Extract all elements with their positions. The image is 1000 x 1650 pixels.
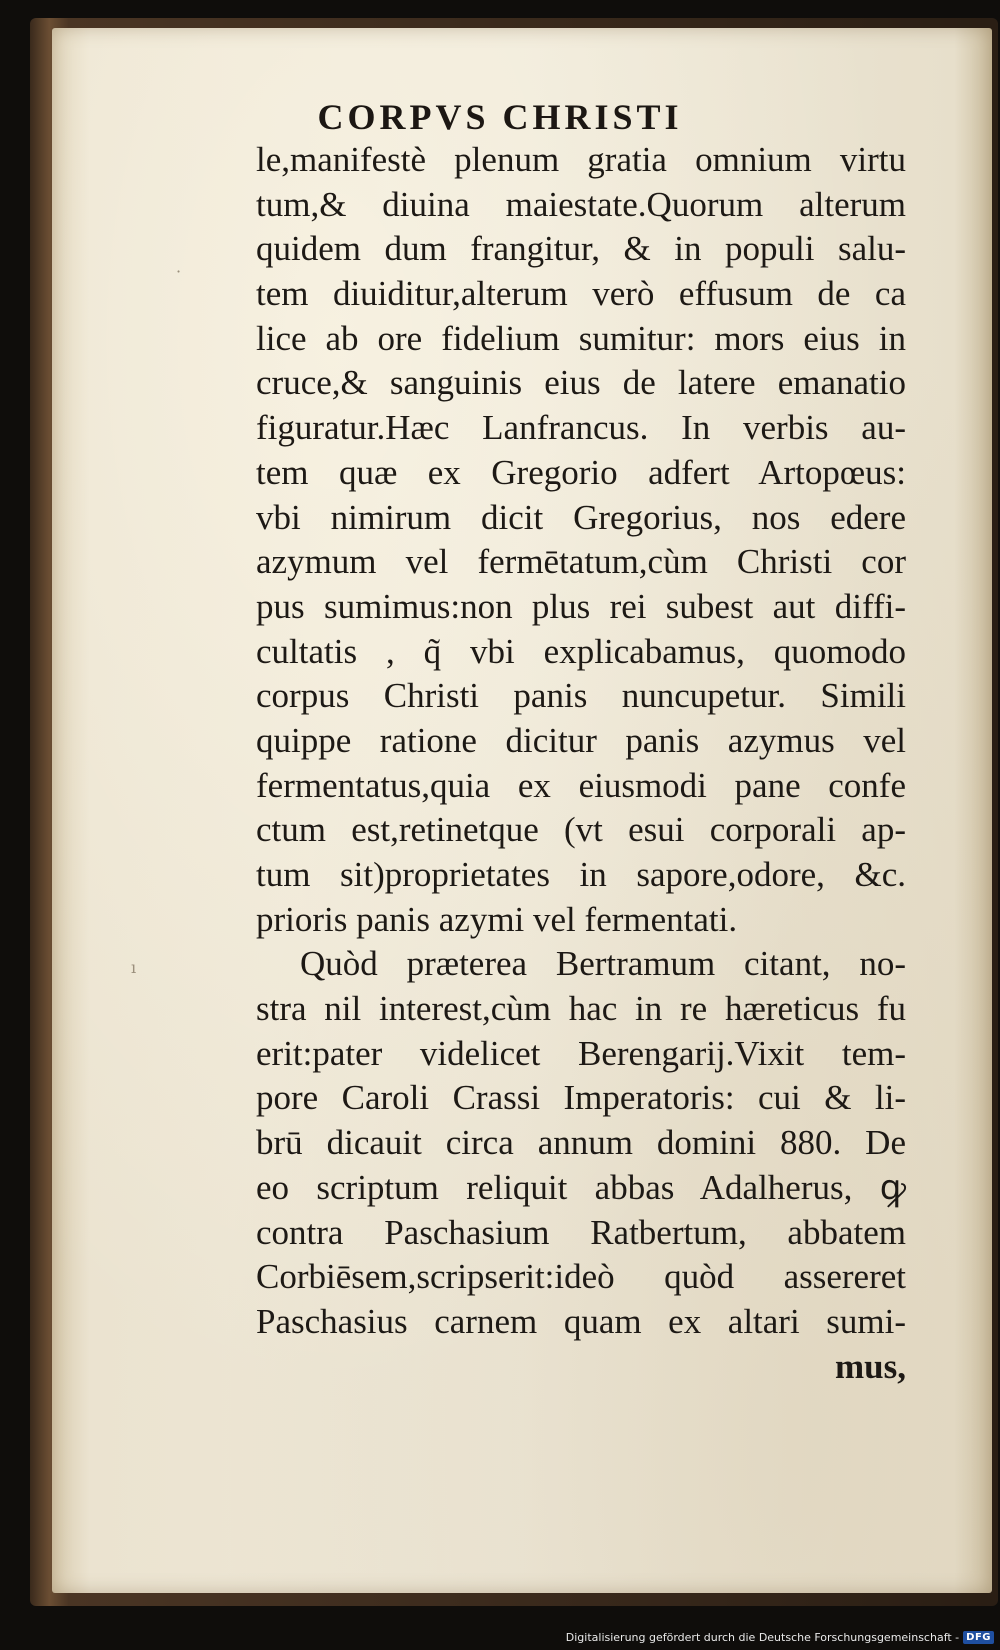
text-line: ctum est,retinetque (vt esui corporali ap- [256,810,906,850]
body-text [256,138,906,1389]
dfg-logo-icon: DFG [963,1631,994,1644]
text-line: corpus Christi panis nuncupetur. Simili [256,676,906,716]
text-line: azymum vel fermētatum,cùm Christi cor [256,542,906,582]
text-line: pus sumimus:non plus rei subest aut diffi- [256,586,906,626]
text-line: stra nil interest,cùm hac in re hæreticus fu [256,989,906,1029]
footer-credit: Digitalisierung gefördert durch die Deutsche Forschungsgemeinschaft - [565,1631,960,1644]
running-head: CORPVS CHRISTI [317,97,683,137]
text-line: pore Caroli Crassi Imperatoris: cui & li- [256,1078,906,1118]
text-line: contra Paschasium Ratbertum, abbatem [256,1212,906,1252]
text-line: erit:pater videlicet Berengarij.Vixit tem- [256,1033,906,1073]
text-line: lice ab ore fidelium sumitur: mors eius in [256,318,906,358]
text-line: figuratur.Hæc Lanfrancus. In verbis au- [256,408,906,448]
text-line: le,manifestè plenum gratia omnium virtu [256,140,906,179]
margin-speck: · [176,262,182,281]
text-line: cruce,& sanguinis eius de latere emanatio [256,363,906,403]
text-line: quippe ratione dicitur panis azymus vel [256,720,906,760]
text-line: tem diuiditur,alterum verò effusum de ca [256,274,906,314]
text-line: fermentatus,quia ex eiusmodi pane confe [256,765,906,805]
text-line: tem quæ ex Gregorio adfert Artopœus: [256,452,906,492]
text-line: prioris panis azymi vel fermentati. [256,899,738,939]
text-line: tum,& diuina maiestate.Quorum alterum [256,184,906,224]
digitization-footer [566,1631,994,1644]
text-line: Corbiēsem,scripserit:ideò quòd assereret [256,1257,906,1297]
text-line: eo scriptum reliquit abbas Adalherus, ꝙ [256,1167,906,1207]
text-line: quidem dum frangitur, & in populi salu- [256,229,906,269]
text-line: cultatis , q̃ vbi explicabamus, quomodo [256,631,906,671]
text-line: Quòd præterea Bertramum citant, no- [300,944,906,984]
text-line: Paschasius carnem quam ex altari sumi- [256,1301,906,1341]
text-line: brū dicauit circa annum domini 880. De [256,1123,906,1163]
text-line: tum sit)proprietates in sapore,odore, &c. [256,855,906,894]
text-line: vbi nimirum dicit Gregorius, nos edere [256,497,906,537]
catchword: mus, [835,1346,906,1386]
margin-speck: ı [131,958,137,977]
